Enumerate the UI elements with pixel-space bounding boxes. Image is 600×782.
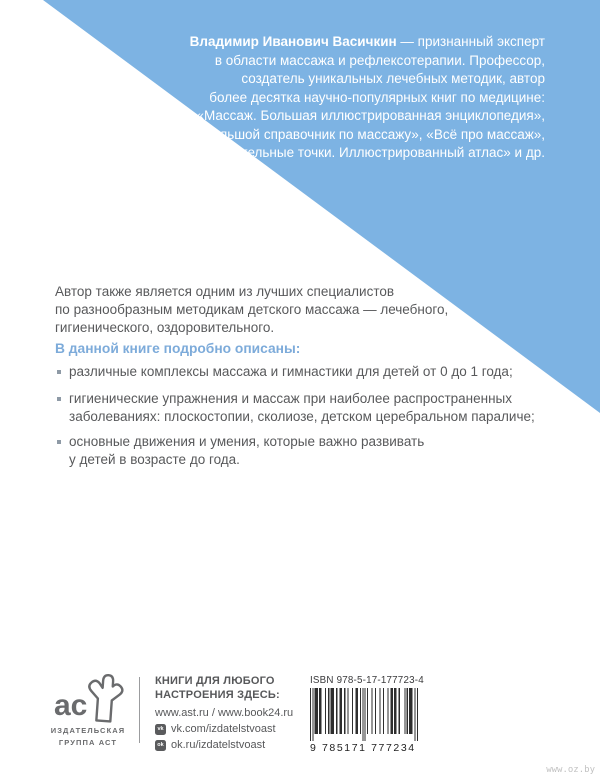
- cactus-figure-icon: [87, 674, 123, 722]
- bio-line: «Целительные точки. Иллюстрированный атлас» и др.: [201, 145, 545, 160]
- ok-url: ok.ru/izdatelstvoast: [171, 739, 266, 751]
- footer-divider: [139, 677, 140, 743]
- bio-line: в области массажа и рефлексотерапии. Профессор,: [214, 52, 545, 68]
- isbn-barcode-block: [310, 675, 424, 754]
- publisher-links-block: [155, 674, 293, 752]
- author-bio: [190, 33, 545, 163]
- vk-icon: vk: [155, 724, 166, 735]
- logo-letters: ас: [54, 689, 88, 722]
- bullet-item: [55, 363, 513, 381]
- bullet-marker: [57, 370, 61, 374]
- intro-line: гигиенического, оздоровительного.: [55, 320, 275, 335]
- bullet-marker: [57, 397, 61, 401]
- ean13-barcode: [310, 688, 418, 741]
- bullet-text: основные движения и умения, которые важно развивать у детей в возрасте до года.: [69, 434, 425, 467]
- slogan-line: НАСТРОЕНИЯ ЗДЕСЬ:: [155, 689, 280, 701]
- intro-line: по разнообразным методикам детского массажа — лечебного,: [55, 302, 449, 317]
- vk-url: vk.com/izdatelstvoast: [171, 723, 276, 735]
- intro-line: Автор также является одним из лучших специалистов: [55, 284, 395, 299]
- intro-paragraph: [55, 283, 448, 337]
- bullet-marker: [57, 440, 61, 444]
- shop-watermark: www.oz.by: [546, 765, 595, 775]
- bullet-text: гигиенические упражнения и массаж при наиболее распространенных заболеваниях: плоскостопии, сколиозе, детском церебральном параличе;: [69, 391, 535, 424]
- publisher-caption: ИЗДАТЕЛЬСКАЯ ГРУППА АСТ: [50, 726, 126, 747]
- vk-link-row: [155, 723, 293, 736]
- ok-link-row: [155, 739, 293, 752]
- ok-icon: ok: [155, 740, 166, 751]
- barcode-digits: 9 785171 777234: [310, 742, 416, 754]
- bio-line: более десятка научно-популярных книг по медицине:: [209, 89, 545, 105]
- bullet-item: [55, 433, 424, 468]
- section-heading: В данной книге подробно описаны:: [55, 341, 301, 356]
- bullet-text: различные комплексы массажа и гимнастики для детей от 0 до 1 года;: [69, 364, 513, 379]
- bio-line: создатель уникальных лечебных методик, автор: [241, 71, 545, 86]
- bio-line: Владимир Иванович Васичкин — признанный эксперт: [189, 34, 545, 49]
- bio-line: «Большой справочник по массажу», «Всё про массаж»,: [195, 126, 545, 142]
- slogan-line: КНИГИ ДЛЯ ЛЮБОГО: [155, 675, 275, 687]
- author-name: Владимир Иванович Васичкин: [189, 34, 397, 49]
- bio-line: «Массаж. Большая иллюстрированная энциклопедия»,: [196, 108, 545, 123]
- bullet-item: [55, 390, 535, 425]
- ast-publisher-logo: [54, 671, 124, 725]
- publisher-websites: www.ast.ru / www.book24.ru: [155, 707, 294, 719]
- isbn-label: ISBN 978-5-17-177723-4: [310, 675, 424, 686]
